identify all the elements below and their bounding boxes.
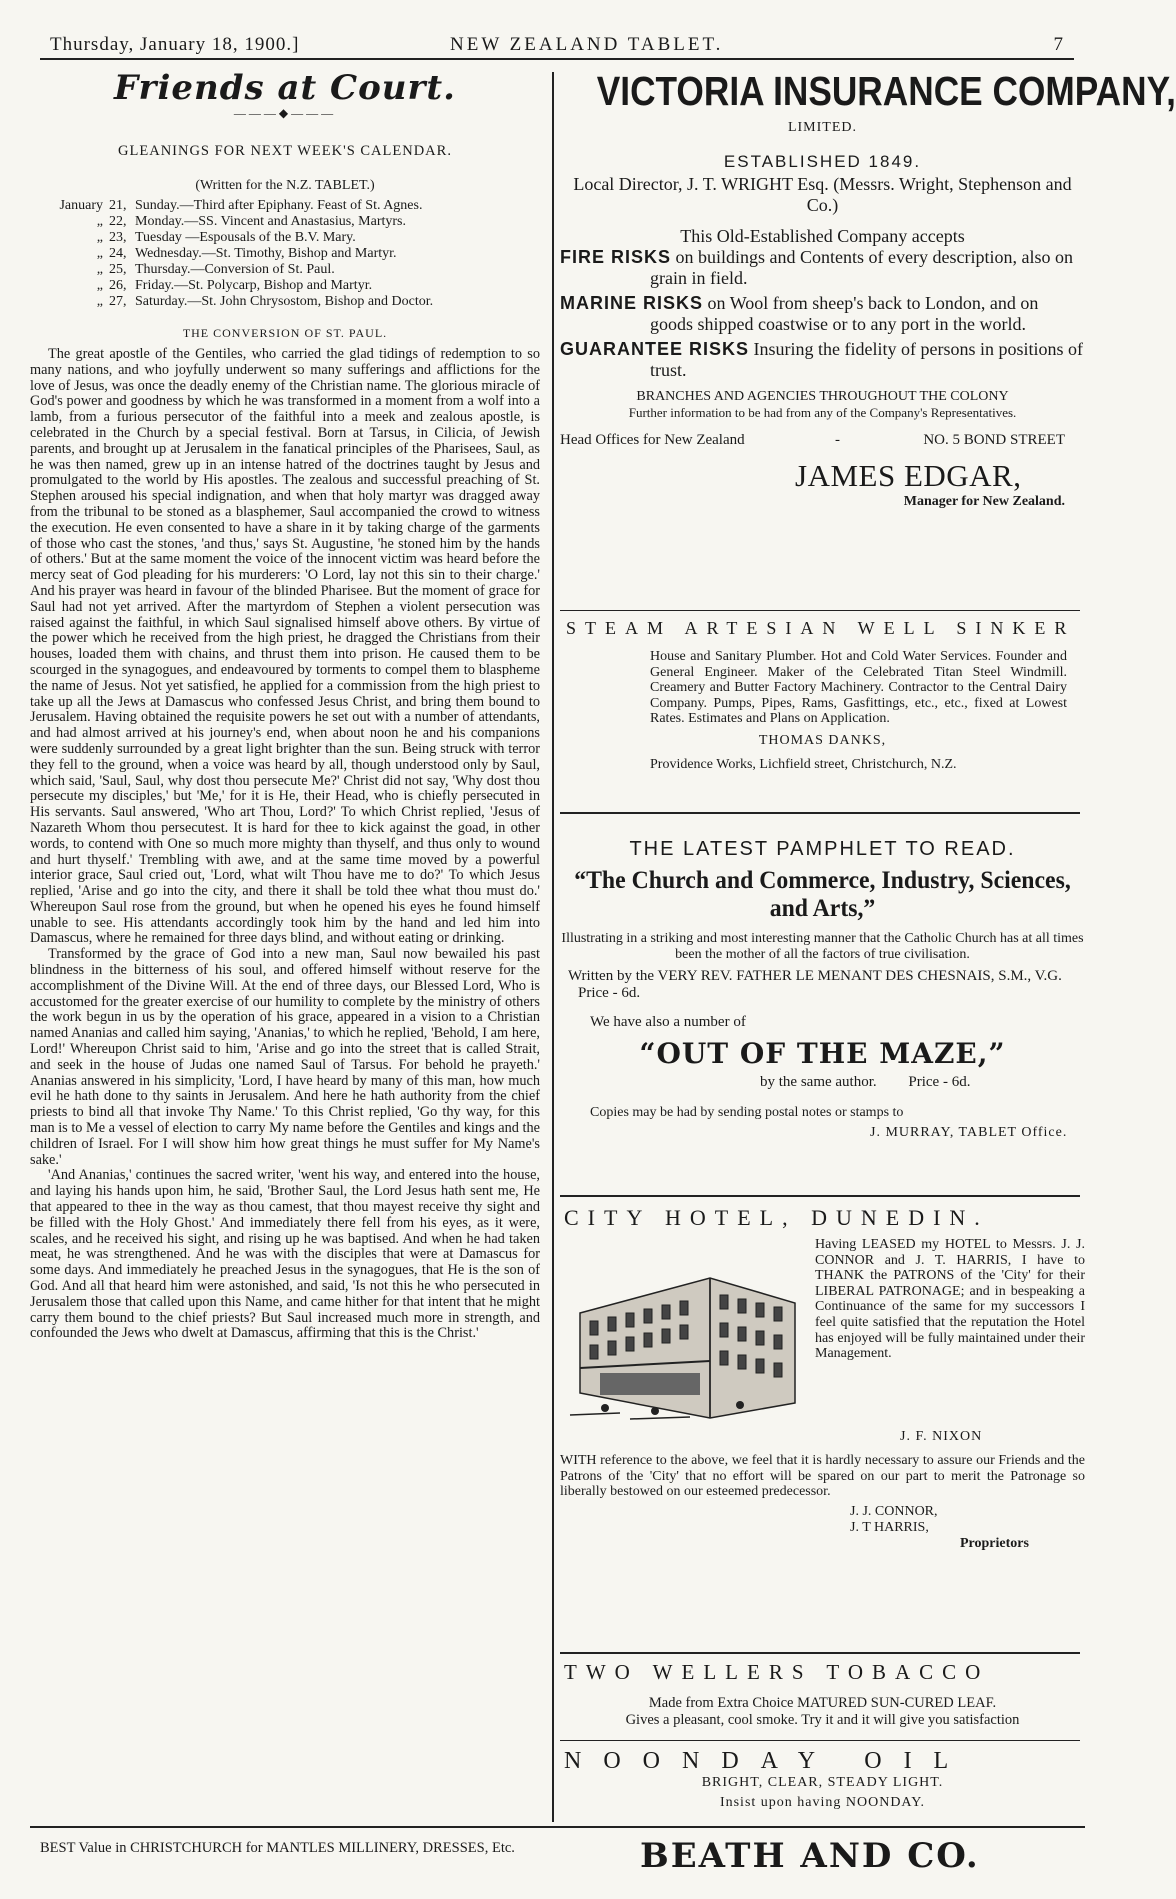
head-offices-label: Head Offices for New Zealand bbox=[560, 432, 745, 448]
calendar-row: „ 25, Thursday.—Conversion of St. Paul. bbox=[96, 262, 335, 277]
header-publication: NEW ZEALAND TABLET. bbox=[450, 34, 724, 55]
article-paragraph: The great apostle of the Gentiles, who carried the glad tidings of redemption to so many nations, and who joyfully underwent so many sufferings and afflictions for the love of Jesus, was once the deadly enemy of the Christian name. The glorious miracle of God's power and goodness by which he was transformed in a moment from a wolf into a lamb, from a furious persecutor of the faithful into a meek and zealous apostle, is celebrated in the Church by a special festival. Born at Tarsus, in Cilicia, of Jewish parents, and brought up at Jerusalem in the fanatical principles of the Pharisees, Saul, as he was then named, grew up in an intense hatred of the doctrines taught by Jesus and promulgated to the world by His apostles. The zealous and successful preaching of St. Stephen aroused his special indignation, and when that holy martyr was dragged away from the tribunal to be stoned as a blasphemer, Saul accompanied the crowd to witness the execution. He even consented to have a share in it by taking charge of the garments of those who cast the stones, 'and thus,' says St. Augustine, 'he stoned him by the hands of others.' But at the same moment the voice of the innocent victim was heard before the mercy seat of God pleading for his murderers: 'O Lord, lay not this sin to their charge.' And his prayer was heard in favour of the blinded Pharisee. But the moment of grace for Saul had not yet arrived. After the martyrdom of Stephen a violent persecution was raised against the faithful, in which Saul signalised himself above others. By virtue of the power which he received from the high priest, he dragged the Christians from their houses, loaded them with chains, and thrust them into prison. He caused them to be scourged in the synagogues, and endeavoured by torments to compel them to blaspheme the name of Jesus. Not yet satisfied, he applied for a commission from the high priest to take up all the Jews at Damascus who confessed Jesus Christ, and bring them bound to Jerusalem. Having obtained the requisite powers he set out with a number of attendants, and had almost arrived at his journey's end, when about noon he and his companions were suddenly surrounded by a great light brighter than the sun. Being struck with terror they fell to the ground, when a voice was heard by all, though understood only by Saul, which said, 'Saul, Saul, why dost thou persecute Me?' Christ did not say, 'Why dost thou persecute my disciples,' but 'Me,' for it is He, their Head, who is chiefly persecuted in His servants. Saul answered, 'Who art Thou, Lord?' To which Christ replied, 'Jesus of Nazareth Whom thou persecutest. It is hard for thee to kick against the goad, in other words, to contend with One so much more mighty than thyself, and thus only to wound and hurt thyself.' Trembling with awe, and at the same time moved by a powerful interior grace, Saul cried out, 'Lord, what wilt Thou have me to do?' To which Jesus replied, 'Arise and go into the city, and there it shall be told thee what thou must do.' Whereupon Saul rose from the ground, but when he opened his eyes he found himself unable to see. His attendants accordingly took him by the hand and led him into Damascus, where he remained for three days blind, and without eating or drinking. bbox=[30, 346, 540, 947]
calendar-row: January 21, Sunday.—Third after Epiphany. Feast of St. Agnes. bbox=[59, 198, 423, 213]
victoria-further: Further information to be had from any of the Company's Representatives. bbox=[628, 405, 1017, 420]
tobacco-ad bbox=[560, 1660, 1085, 1729]
hotel-notice: WITH reference to the above, we feel that it is hardly necessary to assure our Friends and the Patrons of the 'City' that no effort will be spared on our part to merit the Patronage so liberally bestowed on our esteemed predecessor. bbox=[560, 1453, 1085, 1500]
hotel-proprietor-2: J. T HARRIS, bbox=[850, 1519, 929, 1535]
victoria-company-name: VICTORIA INSURANCE COMPANY, bbox=[596, 68, 1176, 114]
pamphlet-heading: THE LATEST PAMPHLET TO READ. bbox=[629, 838, 1016, 860]
victoria-established: ESTABLISHED 1849. bbox=[723, 152, 922, 171]
victoria-guarantee: GUARANTEE RISKS Insuring the fidelity of persons in positions of trust. bbox=[560, 339, 1083, 380]
column-title: Friends at Court. bbox=[114, 68, 456, 108]
article-body bbox=[30, 347, 540, 1342]
steam-name: THOMAS DANKS, bbox=[758, 732, 887, 748]
pamphlet-by-same-line: by the same author. Price - 6d. bbox=[760, 1074, 971, 1090]
ad-divider bbox=[560, 610, 1080, 611]
calendar-row: „ 24, Wednesday.—St. Timothy, Bishop and Martyr. bbox=[96, 246, 397, 261]
ad-divider bbox=[560, 1195, 1080, 1197]
head-offices-address: NO. 5 BOND STREET bbox=[923, 432, 1065, 448]
manager-name: JAMES EDGAR, bbox=[795, 458, 1022, 493]
steam-body: House and Sanitary Plumber. Hot and Cold Water Services. Founder and General Engineer. Maker of the Celebrated Titan Steel Windmill. Creamery and Butter Factory Machinery. Contractor to the Central Dairy Company. Pumps, Pipes, Rams, Gasfittings, etc., etc., fixed at Lowest Rates. Estimates and Plans on Application. bbox=[650, 649, 1067, 726]
tobacco-line-1: Made from Extra Choice MATURED SUN-CURED LEAF. bbox=[648, 1695, 997, 1711]
header-date: Thursday, January 18, 1900.] bbox=[50, 34, 300, 55]
hotel-building-illustration bbox=[560, 1243, 805, 1423]
pamphlet-title: “The Church and Commerce, Industry, Sciences, and Arts,” bbox=[574, 867, 1071, 922]
victoria-limited: LIMITED. bbox=[787, 120, 858, 135]
calendar-list bbox=[28, 198, 540, 310]
calendar-row: „ 23, Tuesday —Espousals of the B.V. Mary. bbox=[96, 230, 356, 245]
hotel-title: CITY HOTEL, DUNEDIN. bbox=[564, 1205, 989, 1230]
article-paragraph: 'And Ananias,' continues the sacred writer, 'went his way, and entered into the house, and laying his hands upon him, he said, 'Brother Saul, the Lord Jesus hath sent me, He that appeared to thee in the way as thou camest, that thou mayest receive thy sight and be filled with the Holy Ghost.' And immediately there fell from his eyes, as it were, scales, and he received his sight, and rising up he was baptised. And when he had taken meat, he was strengthened. And he was with the disciples that were at Damascus for some days. And immediately he preached Jesus in the synagogues, that He is the son of God. And all that heard him were astonished, and said, 'Is not this he who persecuted in Jerusalem those that called upon this Name, and came hither for that intent that he might carry them bound to the chief priests? But Saul increased much more in strength, and confounded the Jews who dwelt at Damascus, affirming that this is the Christ.' bbox=[30, 1167, 540, 1342]
hotel-proprietor-1: J. J. CONNOR, bbox=[850, 1503, 938, 1519]
steam-well-sinker-ad bbox=[560, 618, 1085, 773]
noonday-title: NOONDAY OIL bbox=[564, 1748, 971, 1774]
article-paragraph: Transformed by the grace of God into a new man, Saul now bewailed his past blindness in the bitterness of his soul, and offered himself without reserve for the accomplishment of the Divine Will. At the end of three days, our Blessed Lord, Who is accustomed for the greater exercise of our humility to complete by the ministry of others the work begun in us by the operation of his grace, appeared in a vision to a Christian named Ananias and called him saying, 'Ananias,' to which he replied, 'Behold, I am here, Lord!' Whereupon Christ said to him, 'Arise and go into the street that is called Strait, and seek in the house of Judas one named Saul of Tarsus. For behold he prayeth.' Ananias answered in his simplicity, 'Lord, I have heard by many of this man, how much evil he hath done to thy saints in Jerusalem. And here he hath authority from the chief priests to bind all that invoke Thy Name.' To this Christ replied, 'Go thy way, for this man is to Me a vessel of election to carry My name before the Gentiles and kings and the children of Israel. For I will show him how great things he must suffer for My Name's sake.' bbox=[30, 946, 540, 1168]
tobacco-line-2: Gives a pleasant, cool smoke. Try it and it will give you satisfaction bbox=[625, 1712, 1020, 1728]
victoria-marine: MARINE RISKS on Wool from sheep's back to London, and on goods shipped coastwise or to any port in the world. bbox=[560, 293, 1039, 334]
victoria-head-offices-row bbox=[560, 432, 1085, 454]
tobacco-title: TWO WELLERS TOBACCO bbox=[564, 1660, 990, 1684]
calendar-heading: GLEANINGS FOR NEXT WEEK'S CALENDAR. bbox=[118, 143, 452, 159]
steam-title: STEAM ARTESIAN WELL SINKER bbox=[566, 618, 1076, 638]
hotel-proprietors-label: Proprietors bbox=[960, 1535, 1029, 1551]
ad-divider bbox=[560, 812, 1080, 814]
footer-left-ad: BEST Value in CHRISTCHURCH for MANTLES MILLINERY, DRESSES, Etc. bbox=[40, 1840, 515, 1856]
pamphlet-description: Illustrating in a striking and most interesting manner that the Catholic Church has at all times been the mother of all the factors of true civilisation. bbox=[561, 931, 1084, 962]
hotel-signed: J. F. NIXON bbox=[900, 1429, 983, 1444]
pamphlet-also: We have also a number of bbox=[590, 1014, 746, 1030]
victoria-accepts: This Old-Established Company accepts bbox=[680, 226, 965, 246]
footer-right-ad: BEATH AND CO. bbox=[640, 1836, 980, 1876]
pamphlet-ad bbox=[560, 838, 1085, 1141]
hotel-body-wrap bbox=[560, 1237, 1085, 1362]
steam-address: Providence Works, Lichfield street, Christchurch, N.Z. bbox=[650, 756, 957, 772]
calendar-row: „ 26, Friday.—St. Polycarp, Bishop and Martyr. bbox=[96, 278, 373, 293]
ad-divider bbox=[560, 1740, 1080, 1741]
pamphlet-copies: Copies may be had by sending postal notes or stamps to bbox=[590, 1105, 904, 1120]
left-column bbox=[30, 68, 540, 1342]
article-heading: THE CONVERSION OF ST. PAUL. bbox=[182, 326, 388, 340]
head-offices-dash: - bbox=[835, 432, 840, 448]
manager-title: Manager for New Zealand. bbox=[903, 494, 1065, 509]
noonday-oil-ad bbox=[560, 1748, 1085, 1811]
title-ornament: ———◆——— bbox=[233, 106, 337, 120]
noonday-line-1: BRIGHT, CLEAR, STEADY LIGHT. bbox=[701, 1775, 944, 1790]
victoria-insurance-ad bbox=[560, 68, 1176, 510]
running-header bbox=[40, 30, 1074, 60]
footer-rule bbox=[30, 1826, 1085, 1828]
pamphlet-maze-title: “OUT OF THE MAZE,” bbox=[639, 1037, 1006, 1070]
header-page-number: 7 bbox=[1053, 34, 1064, 55]
victoria-fire: FIRE RISKS on buildings and Contents of every description, also on grain in field. bbox=[560, 247, 1073, 288]
column-divider bbox=[552, 72, 554, 1822]
victoria-director: Local Director, J. T. WRIGHT Esq. (Messrs. Wright, Stephenson and Co.) bbox=[573, 174, 1072, 215]
pamphlet-author-line: Written by the VERY REV. FATHER LE MENANT DES CHESNAIS, S.M., V.G. Price - 6d. bbox=[568, 968, 1062, 1001]
written-for: (Written for the N.Z. TABLET.) bbox=[195, 178, 375, 193]
city-hotel-ad bbox=[560, 1205, 1085, 1552]
calendar-row: „ 27, Saturday.—St. John Chrysostom, Bishop and Doctor. bbox=[96, 294, 434, 309]
victoria-branches: BRANCHES AND AGENCIES THROUGHOUT THE COLONY bbox=[636, 389, 1009, 404]
calendar-row: „ 22, Monday.—SS. Vincent and Anastasius, Martyrs. bbox=[96, 214, 406, 229]
hotel-body: Having LEASED my HOTEL to Messrs. J. J. CONNOR and J. T. HARRIS, I have to THANK the PATRONS of the 'City' for their LIBERAL PATRONAGE; and in bespeaking a Continuance of the same for my successors I feel quite satisfied that the reputation the Hotel has enjoyed will be fully maintained under their Management. bbox=[815, 1237, 1085, 1362]
ad-divider bbox=[560, 1652, 1080, 1654]
noonday-line-2: Insist upon having NOONDAY. bbox=[719, 1795, 926, 1810]
pamphlet-agent: J. MURRAY, TABLET Office. bbox=[870, 1125, 1068, 1140]
